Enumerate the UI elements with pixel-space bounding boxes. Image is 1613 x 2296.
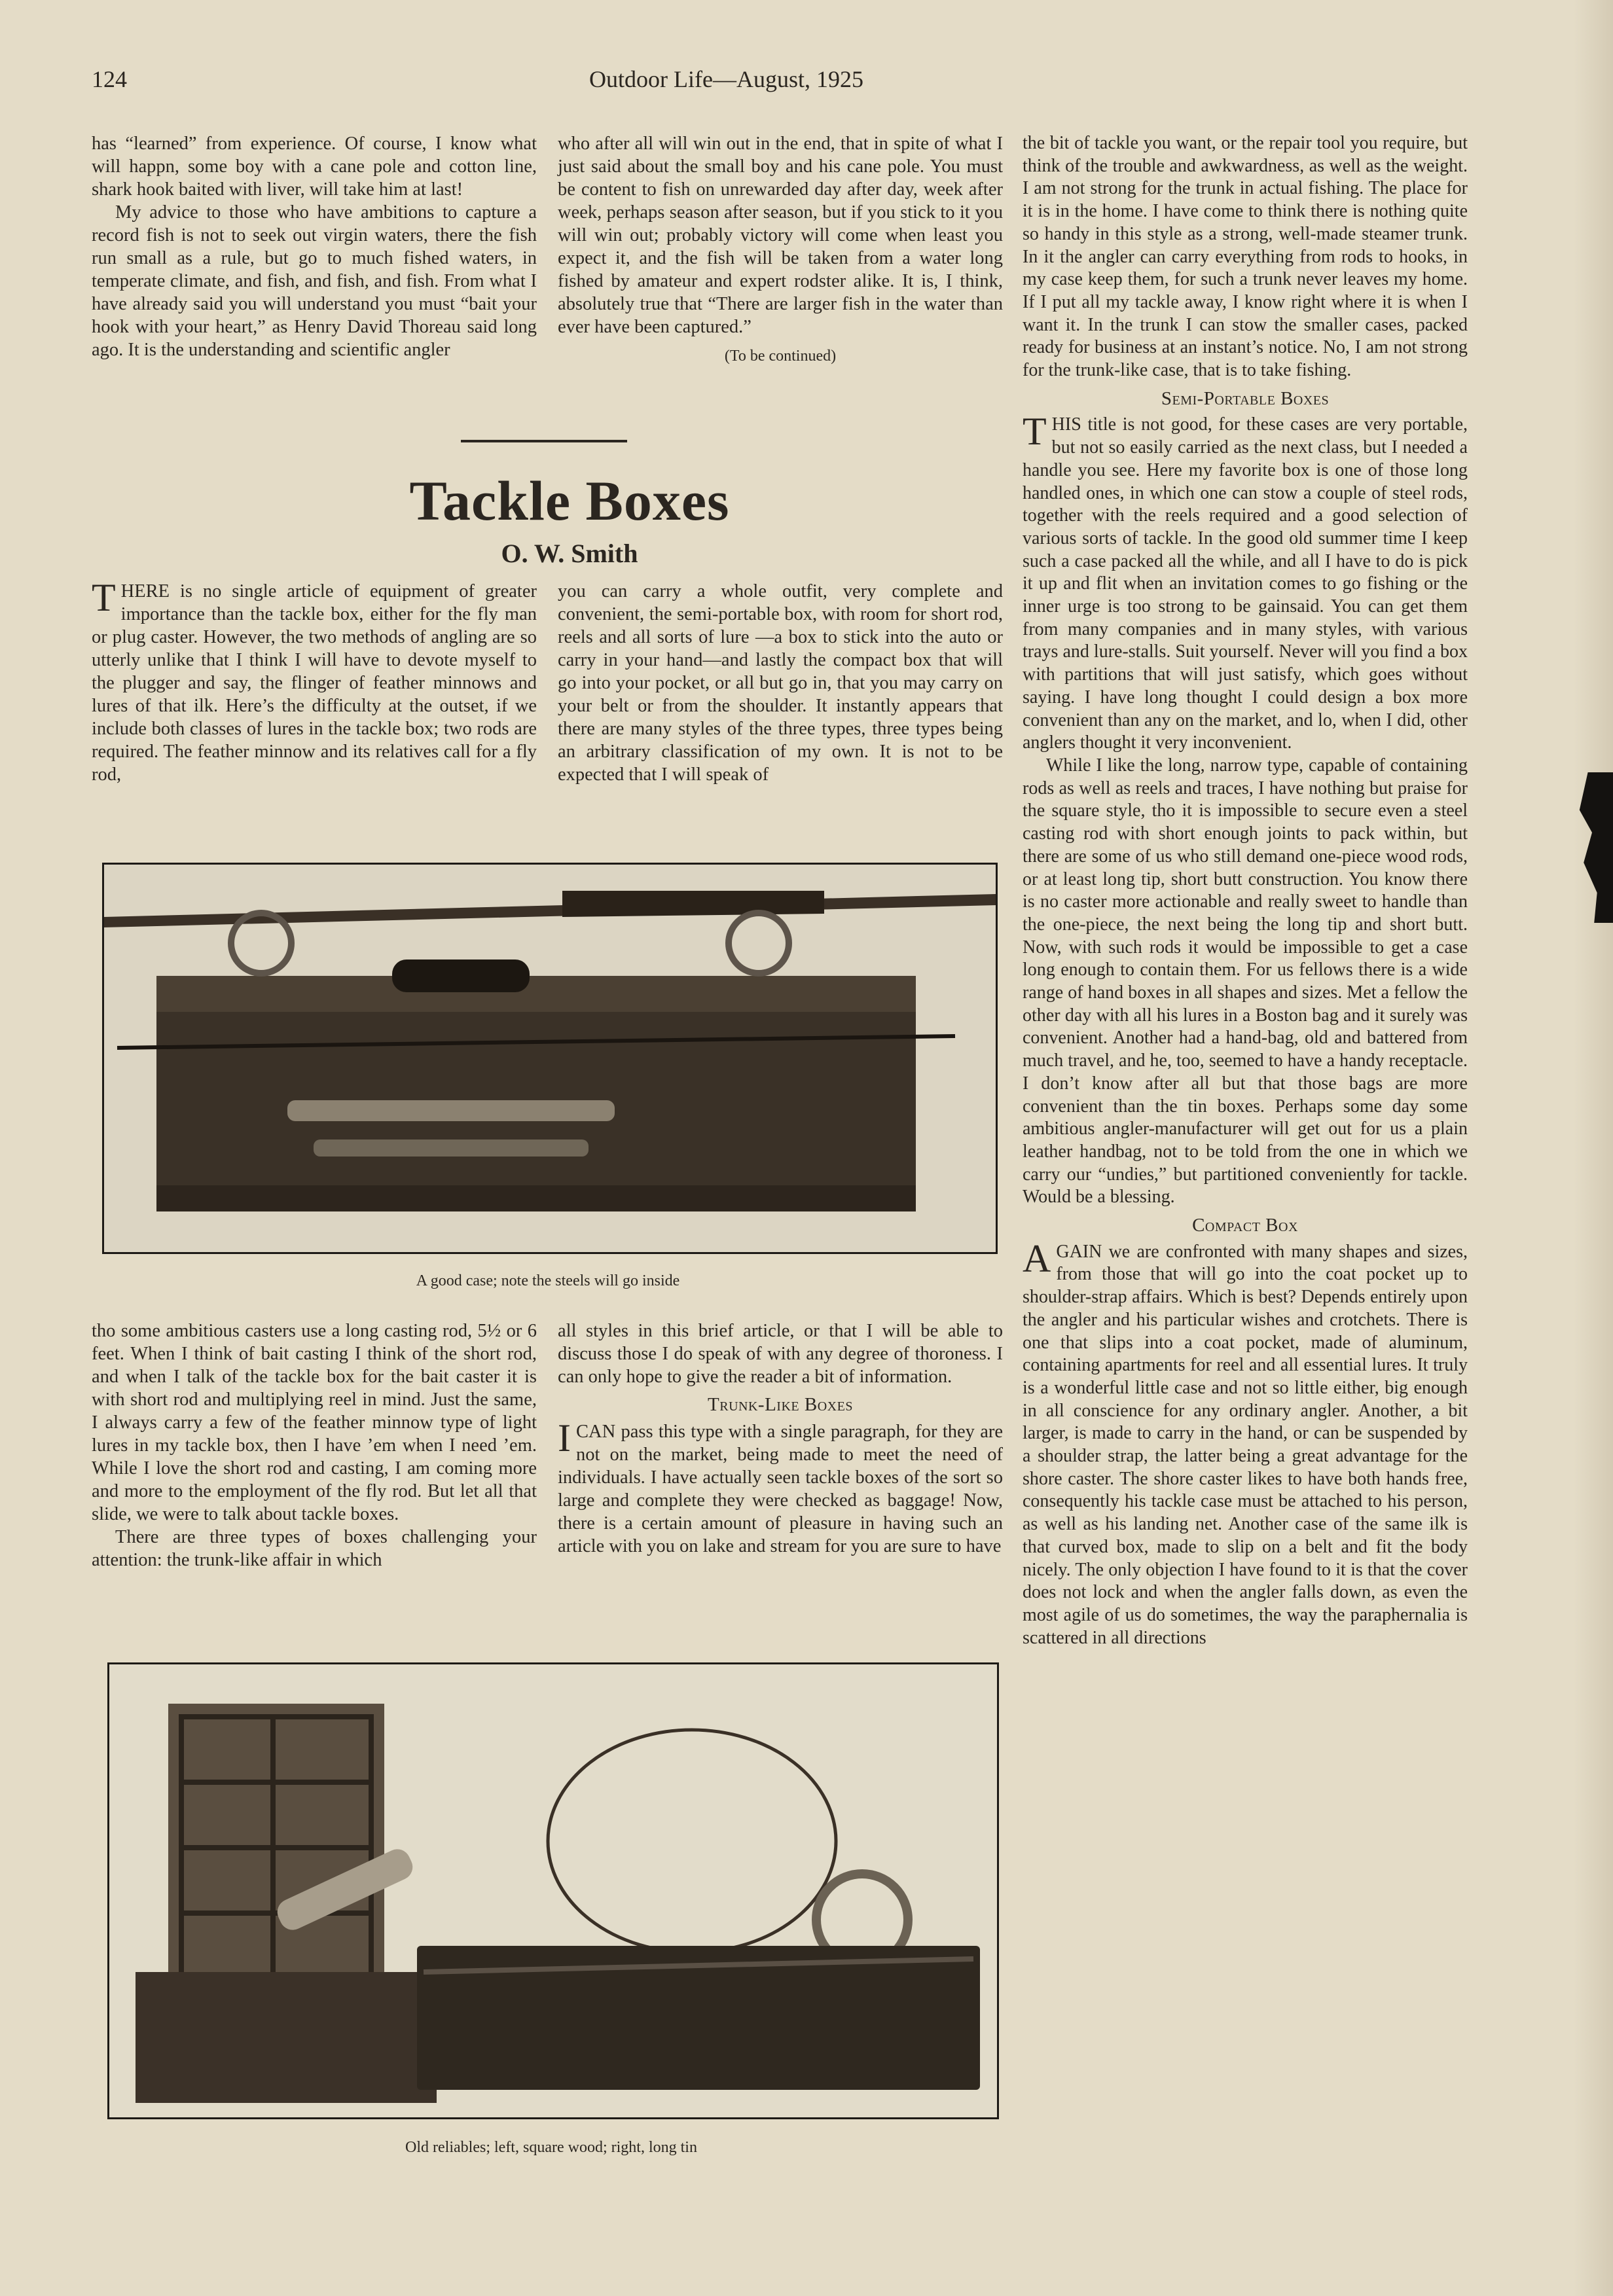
- photo-old-reliables: [107, 1662, 999, 2119]
- top-column-2: [558, 132, 1003, 368]
- article-byline: O. W. Smith: [501, 539, 638, 568]
- heading-semi-portable: Semi-Portable Boxes: [1161, 387, 1330, 409]
- drop-cap: T: [1023, 410, 1047, 454]
- intro-col1-text: HERE is no single article of equipment of greater importance than the tackle box, either for the fly man or plug caster. However, the two methods of angling are so utterly unlike that I think I will have to devote myself to the plugger and say, the flinger of feather minnows and lures of that ilk. Here’s the difficulty at the outset, if we include both classes of lures in the tackle box; two rods are required. The feather minnow and its relatives call for a fly rod,: [92, 581, 537, 785]
- compact-paragraph: [1023, 1236, 1468, 1650]
- top-col1-para2: My advice to those who have ambitions to capture a record fish is not to seek out virgin waters, there the fish run small as a rule, but go to much fished waters, in temperate climate, and fish, and fish, and fish. From what I have already said you will understand you must “bait your hook with your heart,” as Henry David Thoreau said long ago. It is the understanding and scientific angler: [92, 202, 537, 360]
- page-edge-shadow: [1574, 0, 1613, 2296]
- compact-text: GAIN we are confronted with many shapes and sizes, from those that will go into the coat pocket up to shoulder-strap affairs. Which is best? Depends entirely upon the angler and his particular wishes and crotchets. There is one that slips into a coat pocket, made of aluminum, containing apartments for reel and all essential lures. It truly is a wonderful little case and not so little either, big enough in all conscience for any ordinary angler. Another, a bit larger, is made to carry in the hand, or can be suspended by a shoulder strap, the latter being a great advantage for the shore caster. The shore caster likes to have both hands free, consequently his tackle case must be attached to his person, as well as his landing net. Another case of the same ilk is that curved box, made to slip on a belt and fit the body nicely. The only objection I have found to it is that the cover does not lock and when the angler falls down, as even the most agile of us do sometimes, the way the paraphernalia is scattered in all directions: [1023, 1241, 1468, 1648]
- caption-old-reliables: Old reliables; left, square wood; right, long tin: [405, 2139, 697, 2156]
- trunk-paragraph: [558, 1416, 1003, 1558]
- trunk-text: CAN pass this type with a single paragraph, for they are not on the market, being made to meet the need of individuals. I have actually seen tackle boxes of the sort so large and complete they were checked as baggage! Now, there is a certain amount of pleasure in having such an article with you on lake and stream for you are sure to have: [558, 1422, 1003, 1556]
- heading-compact-box: Compact Box: [1192, 1215, 1298, 1236]
- semi-paragraph-2: While I like the long, narrow type, capable of containing rods as well as reels and traces, I have nothing but praise for the square style, tho it is impossible to secure even a steel casting rod with short enough joints to pack within, but there are some of us who still demand one-piece wood rods, or at least long tip, short butt construction. You know there is no caster more actionable and really sweet to handle than the one-piece, the next being the long tip and short butt. Now, with such rods it would be impossible to get a case long enough to contain them. For us fellows there is a wide range of hand boxes in all shapes and sizes. Met a fellow the other day with all his lures in a Boston bag and it surely was convenient. Another had a hand-bag, old and battered from much travel, and he, too, seemed to have a handy receptacle. I don’t know after all but that those bags are more convenient than the tin boxes. Perhaps some day some ambitious angler-manufacturer will get out for us a plain leather handbag, not to be told from the one in which we carry our “undies,” but partitioned conveniently for tackle. Would be a blessing.: [1023, 755, 1468, 1208]
- photo-old-reliables-illustration: [109, 1664, 997, 2117]
- section-rule: [461, 440, 627, 442]
- semi-text-1: HIS title is not good, for these cases are very portable, but not so easily carried as the next class, but I needed a handle you see. Here my favorite box is one of those long handled ones, in which one can stow a couple of steel rods, together with the reels required and a good selection of various sorts of tackle. In the good old summer time I keep such a case packed all the while, and all I have to do is pick it up and flit when an invitation comes to go fishing or the inner urge is too strong to be gainsaid. You can get them from many companies and in many styles, with various trays and lure-stalls. Suit yourself. Never will you find a box with partitions that will just satisfy, which goes without saying. I have long thought I could design a box more convenient than any on the market, and lo, when I did, other anglers thought it very inconvenient.: [1023, 414, 1468, 753]
- article-title: Tackle Boxes: [409, 469, 730, 532]
- top-col1-para1: has “learned” from experience. Of course, I know what will happn, some boy with a cane pole and cotton line, shark hook baited with liver, will take him at last!: [92, 134, 537, 200]
- intro-column-2: [558, 580, 1003, 786]
- to-be-continued: (To be continued): [724, 348, 837, 365]
- mid-col1-para2: There are three types of boxes challenging your attention: the trunk-like affair in which: [92, 1527, 537, 1570]
- photo-good-case: [102, 863, 998, 1254]
- caption-good-case: A good case; note the steels will go inside: [416, 1272, 680, 1289]
- drop-cap: I: [558, 1416, 571, 1460]
- top-col2-para1: who after all will win out in the end, that in spite of what I just said about the small boy and his cane pole. You must be content to fish on unrewarded day after day, week after week, perhaps season after season, but if you stick to it you will win out; probably victory will come when least you expect it, and the fish will be taken from a water long fished by amateur and expert rodster alike. It is, I think, absolutely true that “There are larger fish in the water than ever have been captured.”: [558, 134, 1003, 337]
- top-column-1: [92, 132, 537, 361]
- mid-column-2: [558, 1319, 1003, 1558]
- mid-col2-para1: all styles in this brief article, or that I will be able to discuss those I do speak of with any degree of thoroness. I can only hope to give the reader a bit of information.: [558, 1321, 1003, 1387]
- intro-col2-text: you can carry a whole outfit, very complete and convenient, the semi-portable box, with room for short rod, reels and all sorts of lure —a box to stick into the auto or carry in your hand—and lastly the compact box that will go into your pocket, or all but go in, that you may carry on your belt or from the shoulder. It instantly appears that there are many styles of the three types, three types being an arbitrary classification of my own. It is not to be expected that I will speak of: [558, 581, 1003, 785]
- photo-good-case-illustration: [104, 865, 996, 1252]
- intro-paragraph: [92, 576, 537, 786]
- mid-column-1: [92, 1319, 537, 1571]
- semi-paragraph-1: [1023, 410, 1468, 755]
- right-column: [1023, 132, 1468, 1649]
- drop-cap: T: [92, 576, 116, 619]
- mid-col1-para1: tho some ambitious casters use a long casting rod, 5½ or 6 feet. When I think of bait casting I think of the short rod, and when I talk of the tackle box for the bait caster it is with short rod and multiplying reel in mind. Just the same, I always carry a few of the feather minnow type of light lures in my tackle box, then I have ’em when I need ’em. While I love the short rod and casting, I am coming more and more to the employment of the fly rod. But let all that slide, we were to talk about tackle boxes.: [92, 1321, 537, 1524]
- heading-trunk-like: Trunk-Like Boxes: [708, 1394, 853, 1415]
- running-title: Outdoor Life—August, 1925: [589, 66, 863, 92]
- page-number: 124: [92, 66, 127, 92]
- drop-cap: A: [1023, 1236, 1051, 1280]
- intro-column-1: [92, 576, 537, 786]
- col3-para1: the bit of tackle you want, or the repair tool you require, but think of the trouble and awkwardness, as well as the weight. I am not strong for the trunk in actual fishing. The place for it is in the home. I have come to think there is nothing quite so handy in this style as a strong, well-made steamer trunk. In it the angler can carry everything from rods to hooks, in my case keep them, for such a trunk never leaves my home. If I put all my tackle away, I know right where it is when I want it. In the trunk I can stow the smaller cases, packed ready for business at an instant’s notice. No, I am not strong for the trunk-like case, that is to take fishing.: [1023, 133, 1468, 381]
